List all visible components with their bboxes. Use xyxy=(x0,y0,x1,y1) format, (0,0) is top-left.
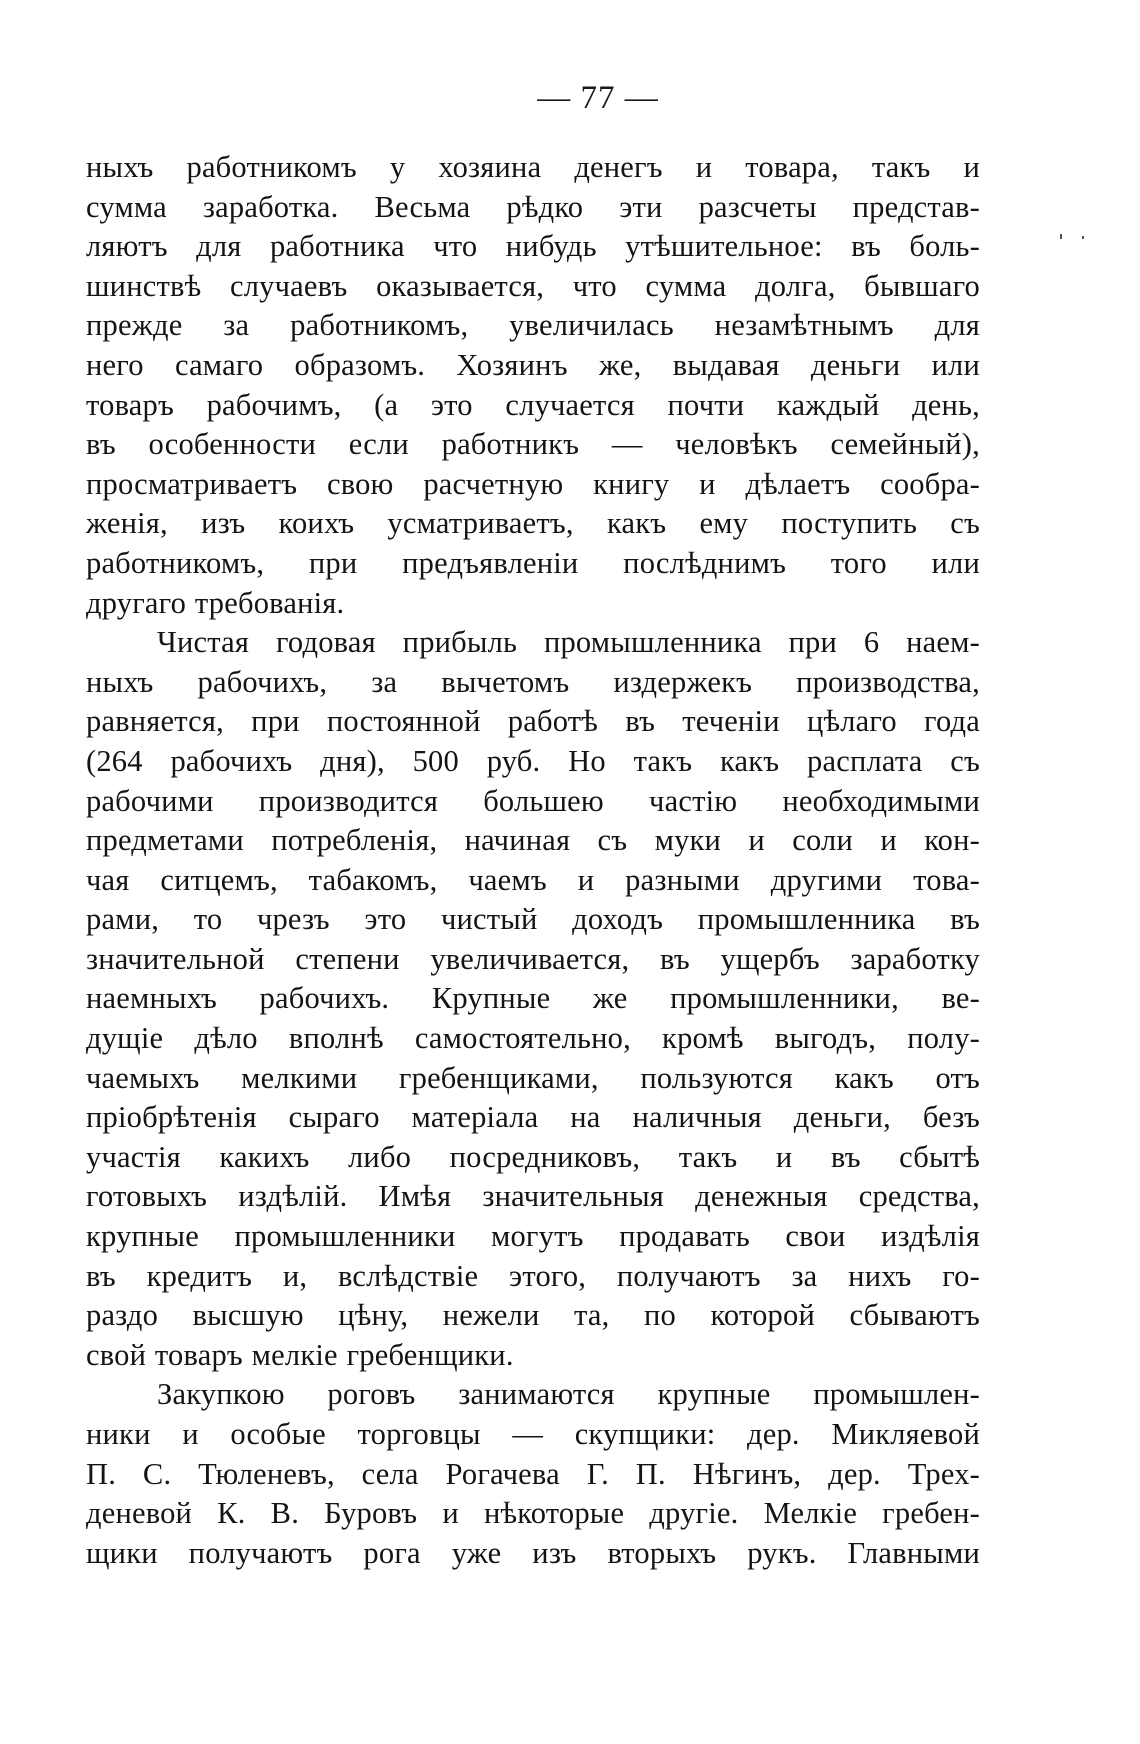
text-line: товаръ рабочимъ, (а это случается почти каждый день, xyxy=(86,387,980,422)
text-line: крупные промышленники могутъ продавать свои издѣлія xyxy=(86,1219,980,1254)
text-line: чаемыхъ мелкими гребенщиками, пользуются какъ отъ xyxy=(86,1060,980,1095)
text-line: другаго требованія. xyxy=(86,585,345,620)
text-line: деневой К. В. Буровъ и нѣкоторые другіе. Мелкіе гребен- xyxy=(86,1496,980,1531)
text-line: ныхъ работникомъ у хозяина денегъ и товара, такъ и xyxy=(86,150,980,184)
text-line: участія какихъ либо посредниковъ, такъ и въ сбытѣ xyxy=(86,1139,980,1174)
paragraph-3 xyxy=(86,1375,980,1573)
text-line: прежде за работникомъ, увеличилась незамѣтнымъ для xyxy=(86,308,980,343)
text-line: Чистая годовая прибыль промышленника при 6 наем- xyxy=(157,625,980,660)
text-line: ныхъ рабочихъ, за вычетомъ издержекъ производства, xyxy=(86,664,980,699)
text-line: чая ситцемъ, табакомъ, чаемъ и разными другими това- xyxy=(86,862,980,897)
text-line: женія, изъ коихъ усматриваетъ, какъ ему поступить съ xyxy=(86,506,980,541)
body-text xyxy=(86,148,980,1573)
text-line: Закупкою роговъ занимаются крупные промышлен- xyxy=(157,1377,980,1412)
text-line: щики получаютъ рога уже изъ вторыхъ рукъ. Главными xyxy=(86,1535,980,1570)
paragraph-1 xyxy=(86,148,980,623)
text-line: предметами потребленія, начиная съ муки и соли и кон- xyxy=(86,823,980,858)
text-line: ляютъ для работника что нибудь утѣшительное: въ боль- xyxy=(86,229,980,264)
text-line: П. С. Тюленевъ, села Рогачева Г. П. Нѣгинъ, дер. Трех- xyxy=(86,1456,980,1491)
paragraph-2 xyxy=(86,623,980,1375)
text-line: него самаго образомъ. Хозяинъ же, выдавая деньги или xyxy=(86,347,980,382)
scan-speck xyxy=(1060,234,1062,239)
text-line: ники и особые торговцы — скупщики: дер. Микляевой xyxy=(86,1417,980,1451)
text-line: просматриваетъ свою расчетную книгу и дѣлаетъ сообра- xyxy=(86,466,980,501)
text-line: пріобрѣтенія сыраго матеріала на наличныя деньги, безъ xyxy=(86,1100,980,1135)
text-line: дущіе дѣло вполнѣ самостоятельно, кромѣ выгодъ, полу- xyxy=(86,1021,980,1056)
text-line: значительной степени увеличивается, въ ущербъ заработку xyxy=(86,941,980,976)
page-number: — 77 — xyxy=(537,80,659,116)
text-line: наемныхъ рабочихъ. Крупные же промышленники, ве- xyxy=(86,981,980,1016)
text-line: въ особенности если работникъ — человѣкъ семейный), xyxy=(86,427,980,462)
text-line: готовыхъ издѣлій. Имѣя значительныя денежныя средства, xyxy=(86,1179,980,1214)
text-line: въ кредитъ и, вслѣдствіе этого, получаютъ за нихъ го- xyxy=(86,1258,980,1293)
text-line: рами, то чрезъ это чистый доходъ промышленника въ xyxy=(86,902,980,937)
text-line: раздо высшую цѣну, нежели та, по которой сбываютъ xyxy=(86,1298,980,1333)
text-line: работникомъ, при предъявленіи послѣднимъ того или xyxy=(86,545,980,580)
text-line: (264 рабочихъ дня), 500 руб. Но такъ какъ расплата съ xyxy=(86,743,980,778)
text-line: свой товаръ мелкіе гребенщики. xyxy=(86,1337,514,1372)
text-line: рабочими производится большею частію необходимыми xyxy=(86,783,980,818)
text-line: равняется, при постоянной работѣ въ теченіи цѣлаго года xyxy=(86,704,980,739)
text-line: шинствѣ случаевъ оказывается, что сумма долга, бывшаго xyxy=(86,268,980,303)
scan-speck xyxy=(1082,236,1084,239)
text-line: сумма заработка. Весьма рѣдко эти разсчеты представ- xyxy=(86,189,980,224)
